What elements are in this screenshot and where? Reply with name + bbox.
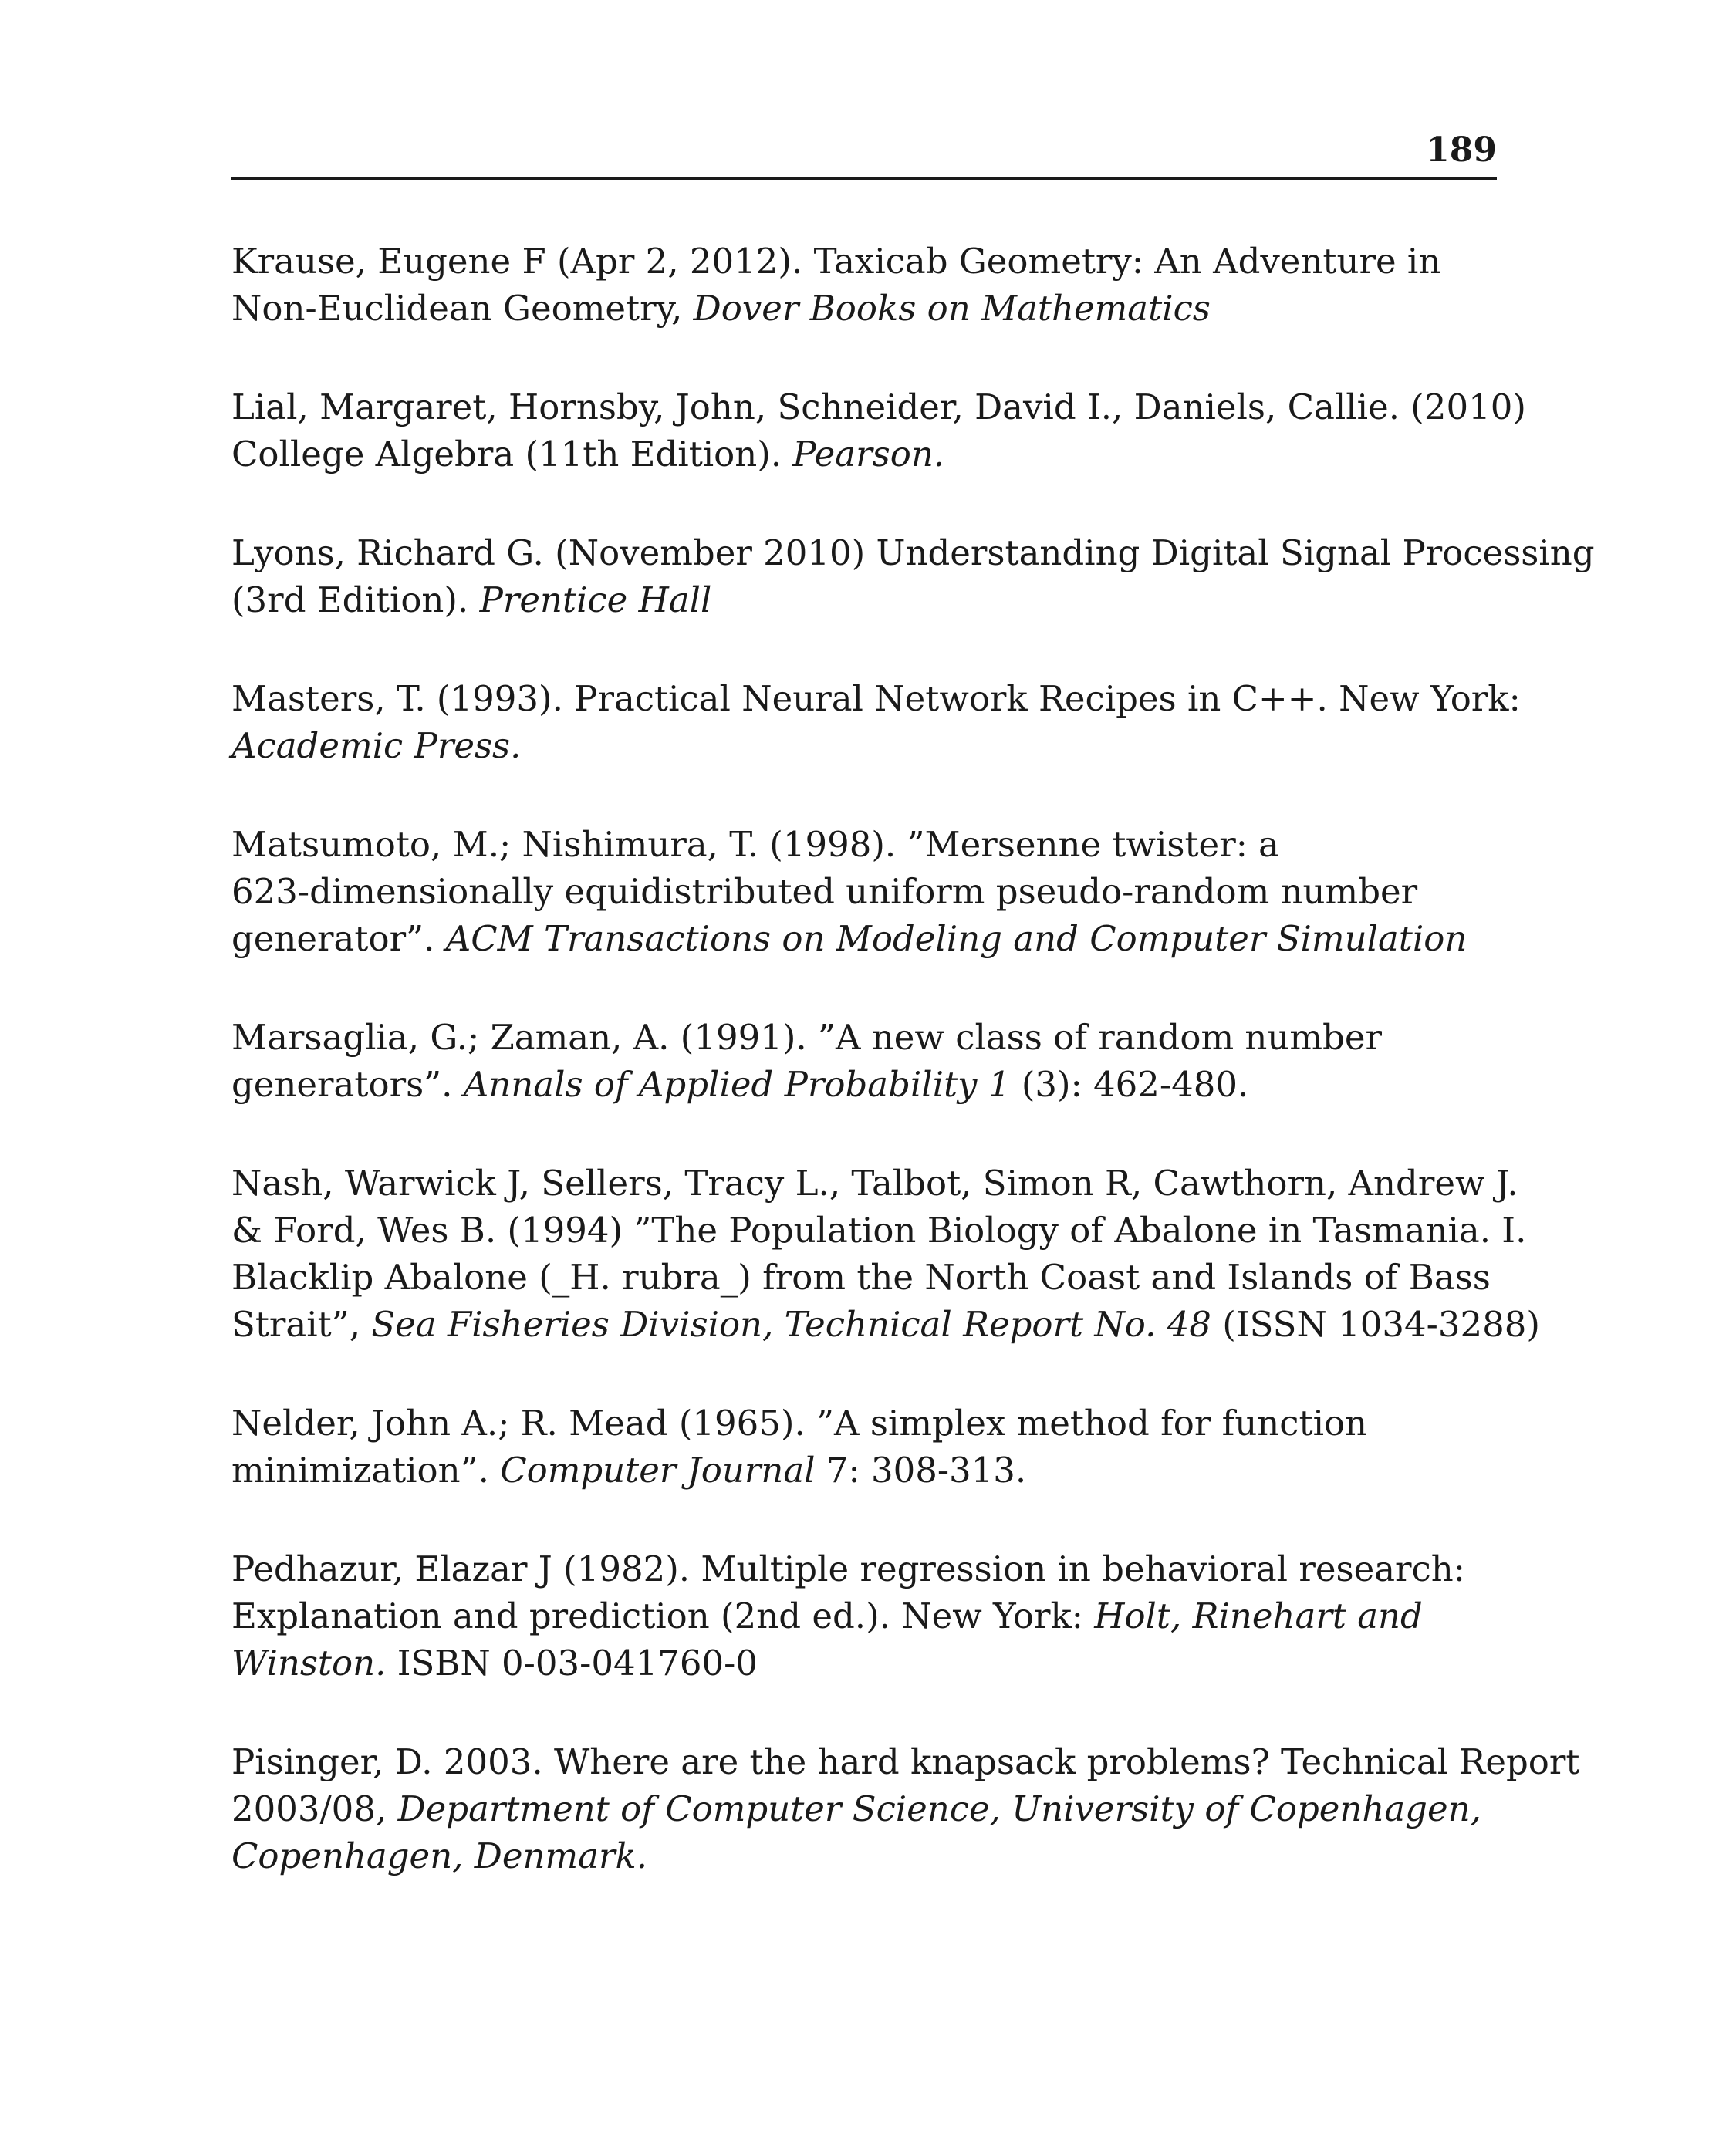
reference-text: Blacklip Abalone (_H. rubra_) from the North Coast and Islands of Bass	[231, 1257, 1491, 1298]
reference-text: Nelder, John A.; R. Mead (1965). ”A simplex method for function	[231, 1403, 1368, 1444]
reference-italic-text: Holt, Rinehart and	[1094, 1596, 1423, 1636]
reference-entry	[231, 1014, 1512, 1108]
reference-text: 7: 308-313.	[815, 1450, 1027, 1491]
reference-text: Marsaglia, G.; Zaman, A. (1991). ”A new class of random number	[231, 1017, 1382, 1058]
reference-entry	[231, 1545, 1512, 1687]
reference-italic-text: Prentice Hall	[479, 579, 712, 620]
page-number: 189	[1426, 130, 1497, 170]
reference-line	[231, 238, 1512, 285]
reference-line	[231, 1160, 1518, 1207]
reference-italic-text: Pearson.	[792, 434, 945, 474]
reference-line	[231, 868, 1512, 915]
reference-entry	[231, 675, 1521, 769]
reference-line	[231, 1400, 1512, 1447]
reference-line	[231, 383, 1526, 431]
page-header	[231, 123, 1497, 180]
reference-text: (3rd Edition).	[231, 579, 480, 620]
reference-line	[231, 1592, 1512, 1640]
reference-italic-text: Academic Press.	[231, 725, 522, 766]
reference-italic-text: Dover Books on Mathematics	[693, 288, 1211, 329]
reference-text: 2003/08,	[231, 1788, 398, 1829]
reference-line	[231, 821, 1512, 868]
reference-line	[231, 1738, 1580, 1785]
reference-entry	[231, 529, 1595, 623]
reference-line	[231, 1832, 1512, 1879]
reference-line	[231, 675, 1521, 722]
reference-line	[231, 285, 1512, 332]
reference-line	[231, 1301, 1540, 1348]
reference-line	[231, 1545, 1512, 1592]
reference-text: Strait”,	[231, 1304, 372, 1345]
reference-list	[231, 238, 1595, 1931]
reference-text: Krause, Eugene F (Apr 2, 2012). Taxicab Geometry: An Adventure in	[231, 241, 1441, 282]
reference-text: College Algebra (11th Edition).	[231, 434, 793, 474]
reference-line	[231, 915, 1512, 962]
reference-line	[231, 529, 1595, 576]
reference-line	[231, 1640, 1512, 1687]
reference-entry	[231, 1160, 1540, 1348]
reference-italic-text: Annals of Applied Probability 1	[463, 1064, 1011, 1105]
reference-entry	[231, 1400, 1512, 1494]
reference-italic-text: Sea Fisheries Division, Technical Report No. 48	[371, 1304, 1211, 1345]
reference-italic-text: Copenhagen, Denmark.	[231, 1835, 648, 1876]
reference-entry	[231, 1738, 1580, 1879]
reference-line	[231, 1254, 1512, 1301]
reference-italic-text: ACM Transactions on Modeling and Computer Simulation	[445, 918, 1467, 959]
reference-line	[231, 1061, 1512, 1108]
reference-text: Pisinger, D. 2003. Where are the hard knapsack problems? Technical Report	[231, 1741, 1580, 1782]
reference-text: Non-Euclidean Geometry,	[231, 288, 694, 329]
reference-line	[231, 722, 1512, 769]
reference-text: Masters, T. (1993). Practical Neural Network Recipes in C++. New York:	[231, 678, 1521, 719]
reference-text: 623-dimensionally equidistributed uniform pseudo-random number	[231, 871, 1418, 912]
reference-text: Matsumoto, M.; Nishimura, T. (1998). ”Mersenne twister: a	[231, 824, 1279, 865]
reference-text: & Ford, Wes B. (1994) ”The Population Biology of Abalone in Tasmania. I.	[231, 1210, 1527, 1251]
reference-text: (ISSN 1034-3288)	[1211, 1304, 1540, 1345]
reference-text: Lial, Margaret, Hornsby, John, Schneider, David I., Daniels, Callie. (2010)	[231, 387, 1526, 427]
reference-line	[231, 1014, 1512, 1061]
reference-italic-text: Computer Journal	[500, 1450, 816, 1491]
reference-text: Explanation and prediction (2nd ed.). New York:	[231, 1596, 1095, 1636]
reference-text: generator”.	[231, 918, 446, 959]
reference-line	[231, 1447, 1512, 1494]
reference-italic-text: Winston.	[231, 1643, 387, 1683]
reference-line	[231, 431, 1512, 478]
reference-entry	[231, 383, 1526, 478]
reference-text: (3): 462-480.	[1010, 1064, 1249, 1105]
reference-italic-text: Department of Computer Science, University of Copenhagen,	[397, 1788, 1481, 1829]
reference-text: ISBN 0-03-041760-0	[386, 1643, 758, 1683]
reference-line	[231, 576, 1512, 623]
reference-line	[231, 1207, 1527, 1254]
reference-text: Pedhazur, Elazar J (1982). Multiple regression in behavioral research:	[231, 1548, 1465, 1589]
reference-entry	[231, 238, 1512, 332]
reference-entry	[231, 821, 1512, 962]
reference-text: minimization”.	[231, 1450, 501, 1491]
reference-text: Lyons, Richard G. (November 2010) Understanding Digital Signal Processing	[231, 532, 1595, 573]
reference-text: generators”.	[231, 1064, 464, 1105]
reference-text: Nash, Warwick J, Sellers, Tracy L., Talbot, Simon R, Cawthorn, Andrew J.	[231, 1163, 1518, 1204]
reference-line	[231, 1785, 1512, 1832]
